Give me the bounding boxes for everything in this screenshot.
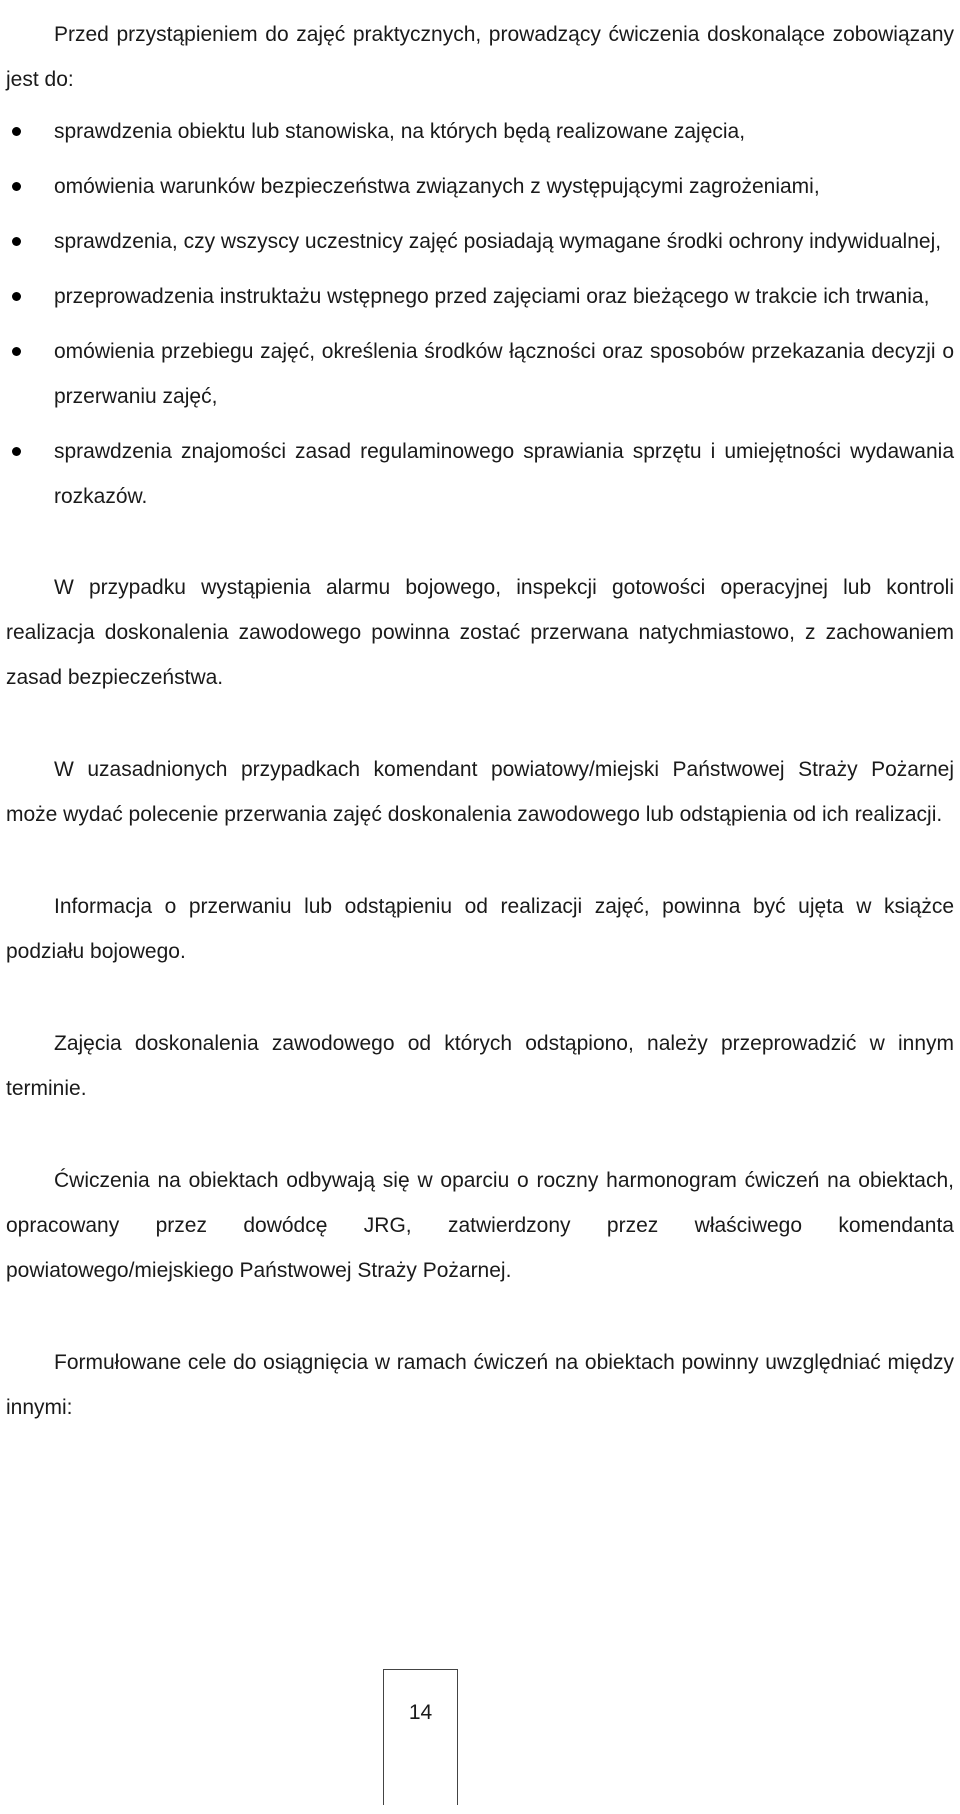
list-item-text: omówienia warunków bezpieczeństwa związanych z występującymi zagrożeniami, (54, 175, 820, 198)
list-item-text: sprawdzenia znajomości zasad regulaminowego sprawiania sprzętu i umiejętności wydawania rozkazów. (54, 440, 954, 508)
page-number-box (383, 1669, 458, 1805)
paragraph-goals: Formułowane cele do osiągnięcia w ramach ćwiczeń na obiektach powinny uwzględniać między innymi: (6, 1351, 954, 1419)
list-item-text: sprawdzenia obiektu lub stanowiska, na których będą realizowane zajęcia, (54, 120, 746, 143)
list-item-text: przeprowadzenia instruktażu wstępnego przed zajęciami oraz bieżącego w trakcie ich trwania, (54, 285, 930, 308)
list-item (6, 329, 954, 419)
intro-paragraph: Przed przystąpieniem do zajęć praktycznych, prowadzący ćwiczenia doskonalące zobowiązany jest do: (6, 23, 954, 91)
bullet-icon (12, 447, 21, 456)
list-item (6, 164, 954, 209)
bullet-icon (12, 347, 21, 356)
paragraph-alarm: W przypadku wystąpienia alarmu bojowego, inspekcji gotowości operacyjnej lub kontroli realizacja doskonalenia zawodowego powinna zostać przerwana natychmiastowo, z zachowaniem zasad bezpieczeństwa. (6, 576, 954, 689)
list-item-text: sprawdzenia, czy wszyscy uczestnicy zajęć posiadają wymagane środki ochrony indywidualnej, (54, 230, 942, 253)
list-item (6, 274, 954, 319)
paragraph-exercises: Ćwiczenia na obiektach odbywają się w oparciu o roczny harmonogram ćwiczeń na obiektach, opracowany przez dowódcę JRG, zatwierdzony przez właściwego komendanta powiatowego/miejskiego Państwowej Straży Pożarnej. (6, 1169, 954, 1282)
paragraph-information: Informacja o przerwaniu lub odstąpieniu od realizacji zajęć, powinna być ujęta w książce podziału bojowego. (6, 895, 954, 963)
bullet-icon (12, 292, 21, 301)
bullet-icon (12, 127, 21, 136)
paragraph-reschedule: Zajęcia doskonalenia zawodowego od których odstąpiono, należy przeprowadzić w innym terminie. (6, 1032, 954, 1100)
list-item-text: omówienia przebiegu zajęć, określenia środków łączności oraz sposobów przekazania decyzji o przerwaniu zajęć, (54, 340, 954, 408)
page-content (6, 0, 954, 1430)
bullet-icon (12, 182, 21, 191)
list-item (6, 429, 954, 519)
requirements-list (6, 109, 954, 519)
bullet-icon (12, 237, 21, 246)
paragraph-commander: W uzasadnionych przypadkach komendant powiatowy/miejski Państwowej Straży Pożarnej może wydać polecenie przerwania zajęć doskonalenia zawodowego lub odstąpienia od ich realizacji. (6, 758, 954, 826)
list-item (6, 219, 954, 264)
list-item (6, 109, 954, 154)
page-number: 14 (408, 1701, 433, 1724)
